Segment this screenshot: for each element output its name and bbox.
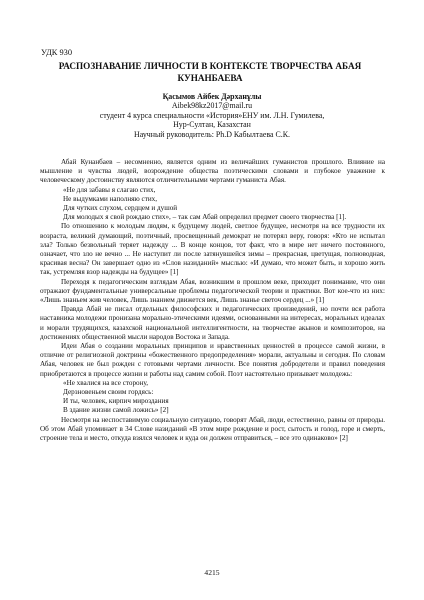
author-affiliation: студент 4 курса специальности «История»ЕНУ им. Л.Н. Гумилева,	[99, 110, 325, 120]
verse-line: Дерзновеньем своим гордясь:	[63, 388, 154, 397]
verse-line: В здание жизни самой ложись» [2]	[63, 406, 169, 415]
udk-code: УДК 930	[41, 48, 73, 57]
article-title: РАСПОЗНАВАНИЕ ЛИЧНОСТИ В КОНТЕКСТЕ ТВОРЧЕСТВА АБАЯ КУНАНБАЕВА	[58, 61, 362, 83]
verse-line: Не выдумками наполняю стих,	[63, 194, 158, 203]
scientific-supervisor: Научный руководитель: Ph.D Кабылтаева С.К.	[134, 129, 290, 139]
paragraph: Переходя к педагогическим взглядам Абая, возникшим в прошлом веке, приходит понимание, что они отражают фундаментальные универсальные проблемы педагогической теории и практики. Вот кое-что из них: «Лишь знаньем жив человек, Лишь знанием движется век, Лишь знанье светоч сердец ...» [1]	[40, 277, 385, 305]
verse-line: И ты, человек, кирпич мироздания	[63, 397, 169, 406]
verse-line: «Не для забавы я слагаю стих,	[63, 185, 156, 194]
paragraph: Правда Абай не писал отдельных философских и педагогических произведений, но почти вся работа наставника молодежи пронизана морально-этическими идеями, основанными на интересах, моральных идеалах и морали трудящихся, казахской национальной интеллигентности, на творчестве акынов и композиторов, на достижениях общественной мысли народов Востока и Запада.	[40, 305, 385, 341]
paragraph: По отношению к молодым людям, к будущему людей, светлое будущее, несмотря на все трудности их возраста, великий думающий, поэтичный, просвещенный демократ не потерял веру, говоря: «Кто не испытал зла? Только безвольный теряет надежду ... В конце концов, тот факт, что в мире нет ничего постоянного, означает, что зло не вечно ... Не наступит ли после затянувшейся зимы – прекрасная, цветущая, полноводная, красивая весна? Он завершает одно из «Слов назиданий» мыслью: «И думаю, что может быть, и хорошо жить так, устремляя взор надежды на будущее» [1]	[40, 222, 385, 277]
paragraph: Несмотря на неспоставимую социальную ситуацию, говорят Абай, люди, естественно, равны от природы. Об этом Абай упоминает в 34 Слове назиданий «В этом мире рождение и рост, сытость и голод, горе и смерть, строение тела и место, откуда взялся человек и куда он должен отправиться, – все это одинаково» [2]	[40, 415, 385, 443]
verse-line: Для чутких слухом, сердцем и душой	[63, 204, 178, 213]
author-name: Қасымов Айбек Дəрханұлы	[162, 92, 262, 101]
author-email[interactable]: Aibek98kz2017@mail.ru	[171, 101, 253, 111]
author-location: Нур-Султан, Казахстан	[173, 120, 251, 130]
verse-line-with-citation: Для молодых я свой рождаю стих», – так сам Абай определил предмет своего творчества [1].	[63, 213, 347, 222]
paragraph: Абай Кунанбаев – несомненно, является одним из величайших гуманистов прошлого. Влияние на мышление и чувства людей, возрождение общества поэтическими словами и глубокое уважение к человеческому достоинству являются отличительными чертами гуманиста Абая.	[40, 158, 385, 185]
article-body	[40, 158, 385, 443]
paragraph: Идеи Абая о создании моральных принципов и нравственных ценностей в процессе самой жизни, в отличие от религиозной доктрины «божественного предопределения» морали, актуальны и сегодня. По словам Абая, человек не был рожден с готовыми чертами личности. Все понятия добродетели и правил поведения приобретаются в процессе жизни и работы над самим собой. Поэт настоятельно призывает молодежь:	[40, 342, 385, 378]
verse-line: «Не хвалися на все сторону,	[63, 378, 149, 387]
page-number: 4215	[204, 568, 220, 577]
author-block	[40, 92, 384, 139]
